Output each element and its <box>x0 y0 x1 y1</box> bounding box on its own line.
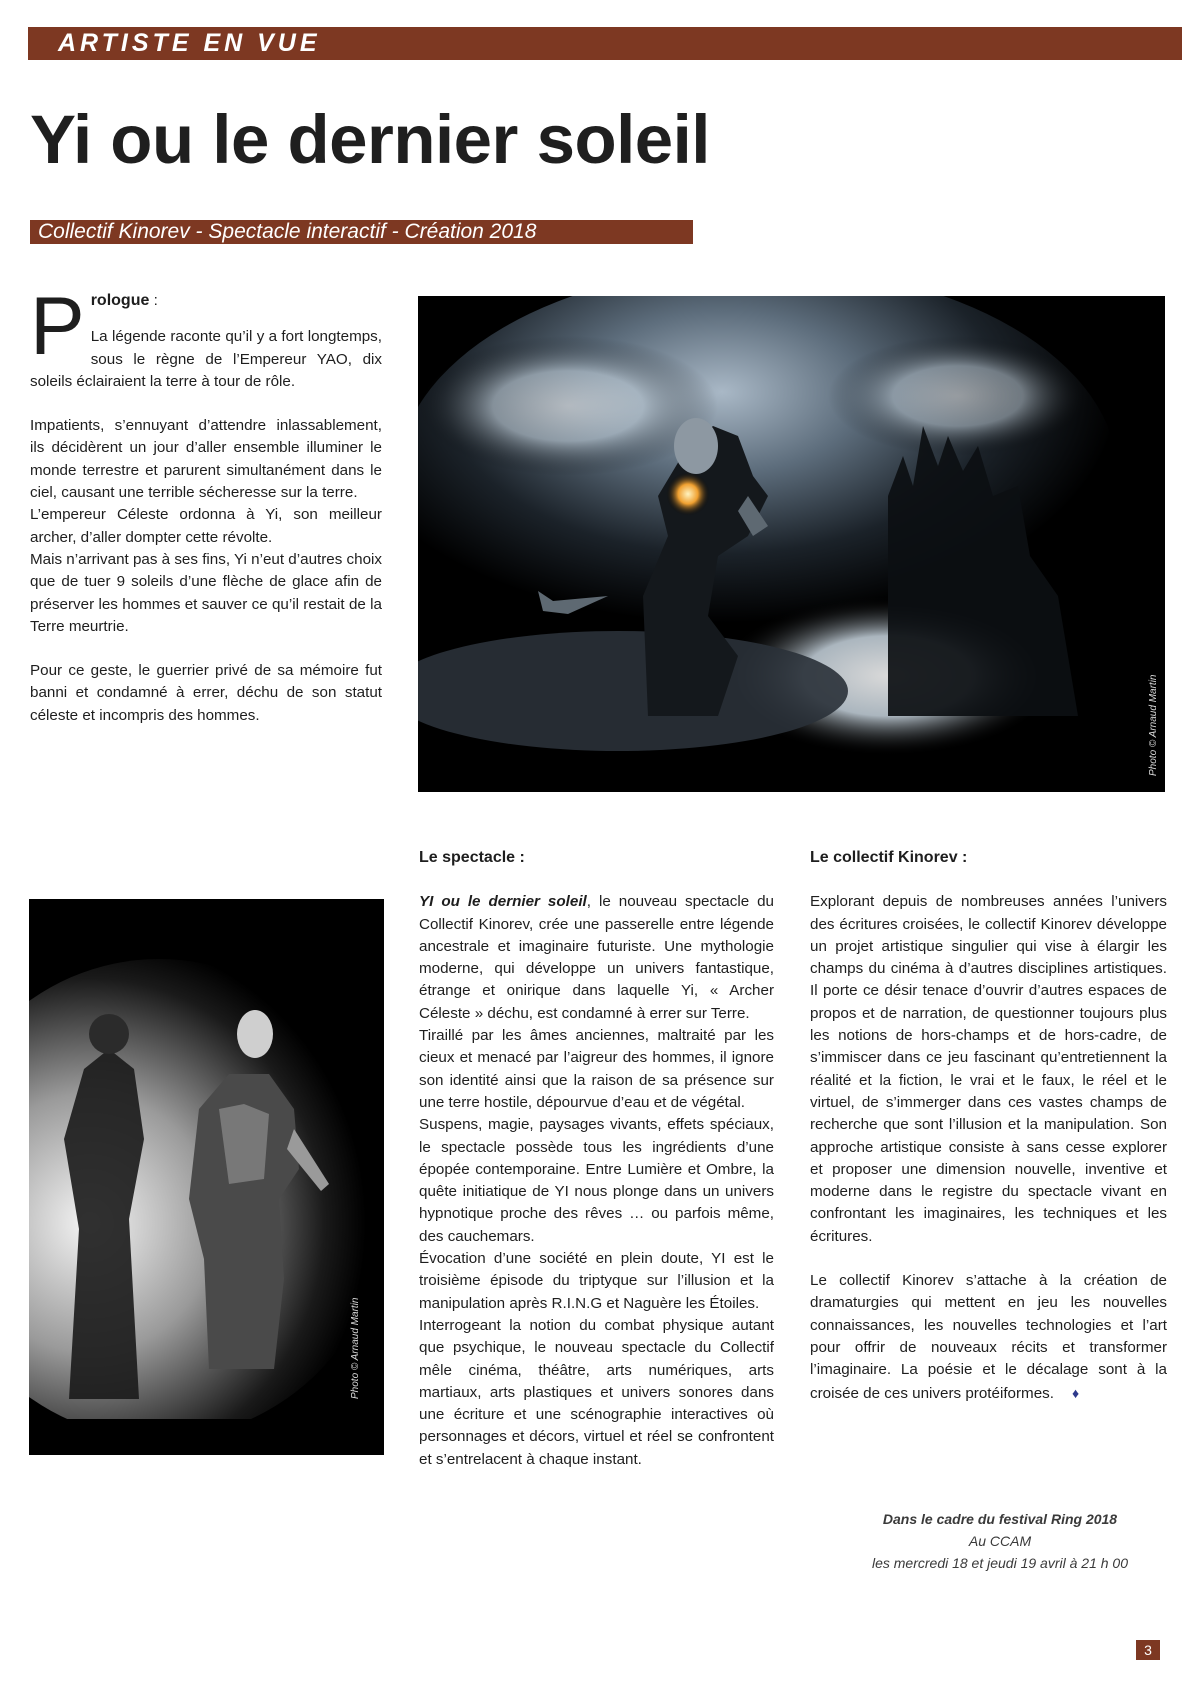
page-number: 3 <box>1136 1640 1160 1660</box>
article-title: Yi ou le dernier soleil <box>30 101 710 178</box>
drop-cap: P <box>30 281 85 372</box>
spectacle-paragraph: Tiraillé par les âmes anciennes, maltraité par les cieux et menacé par l’aigreur des hommes, il ignore son identité ainsi que la raison de sa présence sur une terre hostile, dépourvue d’eau et de végétal. <box>419 1027 774 1111</box>
event-dates: les mercredi 18 et jeudi 19 avril à 21 h 00 <box>871 1555 1129 1571</box>
show-title-emphasis: YI ou le dernier soleil <box>419 893 587 911</box>
spectacle-paragraph: Suspens, magie, paysages vivants, effets spéciaux, le spectacle possède tous les ingrédients d’une épopée contemporaine. Entre Lumière et Ombre, la quête initiatique de YI nous plonge dans un univers hypnotique proche des rêves … ou parfois même, des cauchemars. <box>419 1116 774 1245</box>
end-mark-icon: ♦ <box>1071 1384 1080 1401</box>
kinorev-paragraph: Explorant depuis de nombreuses années l’univers des écritures croisées, le collectif Kinorev développe un projet artistique singulier qui vise à élargir les champs du cinéma à d’autres disciplines artistiques. Il porte ce désir tenace d’ouvrir d’autres espaces de propos et de narration, de questionner toujours plus les notions de hors-champs et de hors-cadre, de s’immiscer dans ce jeu fascinant qu’entretiennent la réalité et la fiction, le vrai et le faux, le réel et le virtuel, de s’immerger dans ces vastes champs de recherche que sont l’illusion et la manipulation. Son approche artistique consiste à sans cesse explorer et proposer une dimension nouvelle, inventive et moderne dans le registre du spectacle vivant en confrontant les imaginaires, les techniques et les écritures. <box>810 893 1167 1245</box>
secondary-photo-image <box>29 899 384 1455</box>
prologue-paragraph: Impatients, s’ennuyant d’attendre inlassablement, ils décidèrent un jour d’aller ensemble illuminer le monde terrestre et parurent simultanément dans le ciel, causant une terrible sécheresse sur la terre. <box>30 417 382 502</box>
main-photo <box>418 296 1165 792</box>
spectacle-paragraph: , le nouveau spectacle du Collectif Kinorev, crée une passerelle entre légende ancestrale et imaginaire futuriste. Une mythologie moderne, qui développe un univers fantastique, étrange et onirique dans laquelle Yi, « Archer Céleste » déchu, est condamné à errer sur Terre. <box>419 893 775 1022</box>
subtitle-bar <box>30 220 693 244</box>
photo-credit: Photo © Arnaud Martin <box>350 1297 361 1399</box>
event-info <box>850 1508 1150 1574</box>
kinorev-paragraph: Le collectif Kinorev s’attache à la création de dramaturgies qui mettent en jeu les nouvelles connaissances, les nouvelles technologies et l’art pour offrir de nouveaux récits et transformer l’imaginaire. La poésie et le décalage sont à la croisée de ces univers protéiformes. <box>810 1272 1167 1402</box>
main-photo-image <box>418 296 1165 792</box>
prologue-heading-suffix: : <box>149 292 158 309</box>
section-header-bar <box>28 27 1182 60</box>
kinorev-heading: Le collectif Kinorev : <box>810 849 968 866</box>
event-venue: Au CCAM <box>968 1533 1032 1549</box>
prologue-paragraph: La légende raconte qu’il y a fort longtemps, sous le règne de l’Empereur YAO, dix soleils éclairaient la terre à tour de rôle. <box>30 328 382 390</box>
article-subtitle: Collectif Kinorev - Spectacle interactif - Création 2018 <box>38 220 537 243</box>
prologue-paragraph: Mais n’arrivant pas à ses fins, Yi n’eut d’autres choix que de tuer 9 soleils d’une flèche de glace afin de préserver les hommes et sauver ce qu’il restait de la Terre meurtrie. <box>30 550 383 635</box>
event-festival: Dans le cadre du festival Ring 2018 <box>882 1511 1118 1527</box>
section-kicker: ARTISTE EN VUE <box>58 29 321 57</box>
prologue-paragraph: Pour ce geste, le guerrier privé de sa mémoire fut banni et condamné à errer, déchu de son statut céleste et incompris des hommes. <box>30 662 382 724</box>
spectacle-column <box>419 847 774 1471</box>
spectacle-heading: Le spectacle : <box>419 849 525 866</box>
prologue-heading: rologue <box>90 292 150 309</box>
photo-credit: Photo © Arnaud Martin <box>1148 674 1159 776</box>
prologue-column <box>30 281 383 727</box>
kinorev-column <box>810 847 1167 1405</box>
secondary-photo <box>29 899 384 1455</box>
prologue-paragraph: L’empereur Céleste ordonna à Yi, son meilleur archer, d’aller dompter cette révolte. <box>30 506 382 546</box>
spectacle-paragraph: Interrogeant la notion du combat physique autant que psychique, le nouveau spectacle du Collectif mêle cinéma, théâtre, arts numériques, arts martiaux, arts plastiques et univers sonores dans une écriture et une scénographie interactives où personnages et décors, virtuel et réel se confrontent et s’entrelacent à chaque instant. <box>419 1316 774 1468</box>
spectacle-paragraph: Évocation d’une société en plein doute, YI est le troisième épisode du triptyque sur l’illusion et la manipulation après R.I.N.G et Naguère les Étoiles. <box>419 1250 774 1312</box>
